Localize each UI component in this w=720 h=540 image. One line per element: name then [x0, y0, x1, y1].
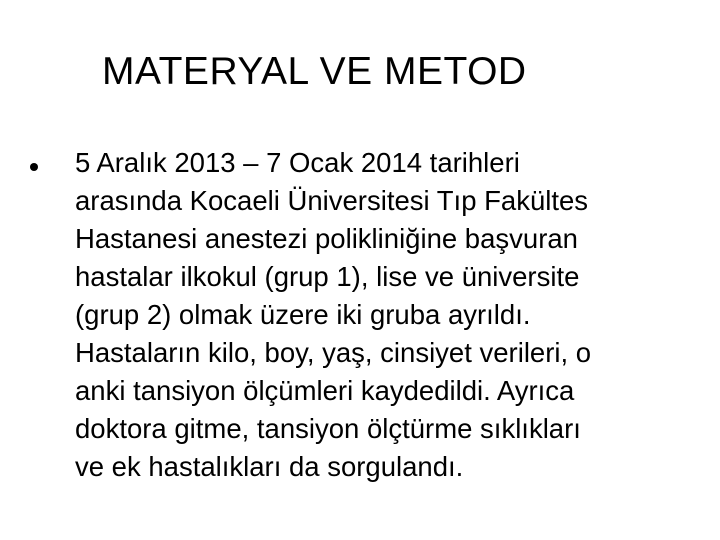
paragraph-line: arasında Kocaeli Üniversitesi Tıp Fakültes	[75, 185, 589, 216]
paragraph-line: ve ek hastalıkları da sorgulandı.	[75, 451, 464, 482]
paragraph-line: 5 Aralık 2013 – 7 Ocak 2014 tarihleri	[75, 147, 520, 178]
paragraph-line: hastalar ilkokul (grup 1), lise ve üniversite	[75, 261, 580, 292]
paragraph-line: Hastanesi anestezi polikliniğine başvuran	[75, 223, 578, 254]
paragraph-line: Hastaların kilo, boy, yaş, cinsiyet verileri, o	[75, 337, 592, 368]
paragraph-line: doktora gitme, tansiyon ölçtürme sıklıkları	[75, 413, 581, 444]
slide-title: MATERYAL VE METOD	[102, 50, 527, 93]
bullet-paragraph	[75, 144, 720, 486]
paragraph-line: anki tansiyon ölçümleri kaydedildi. Ayrıca	[75, 375, 575, 406]
paragraph-line: (grup 2) olmak üzere iki gruba ayrıldı.	[75, 299, 531, 330]
bullet-dot-icon	[30, 163, 38, 171]
